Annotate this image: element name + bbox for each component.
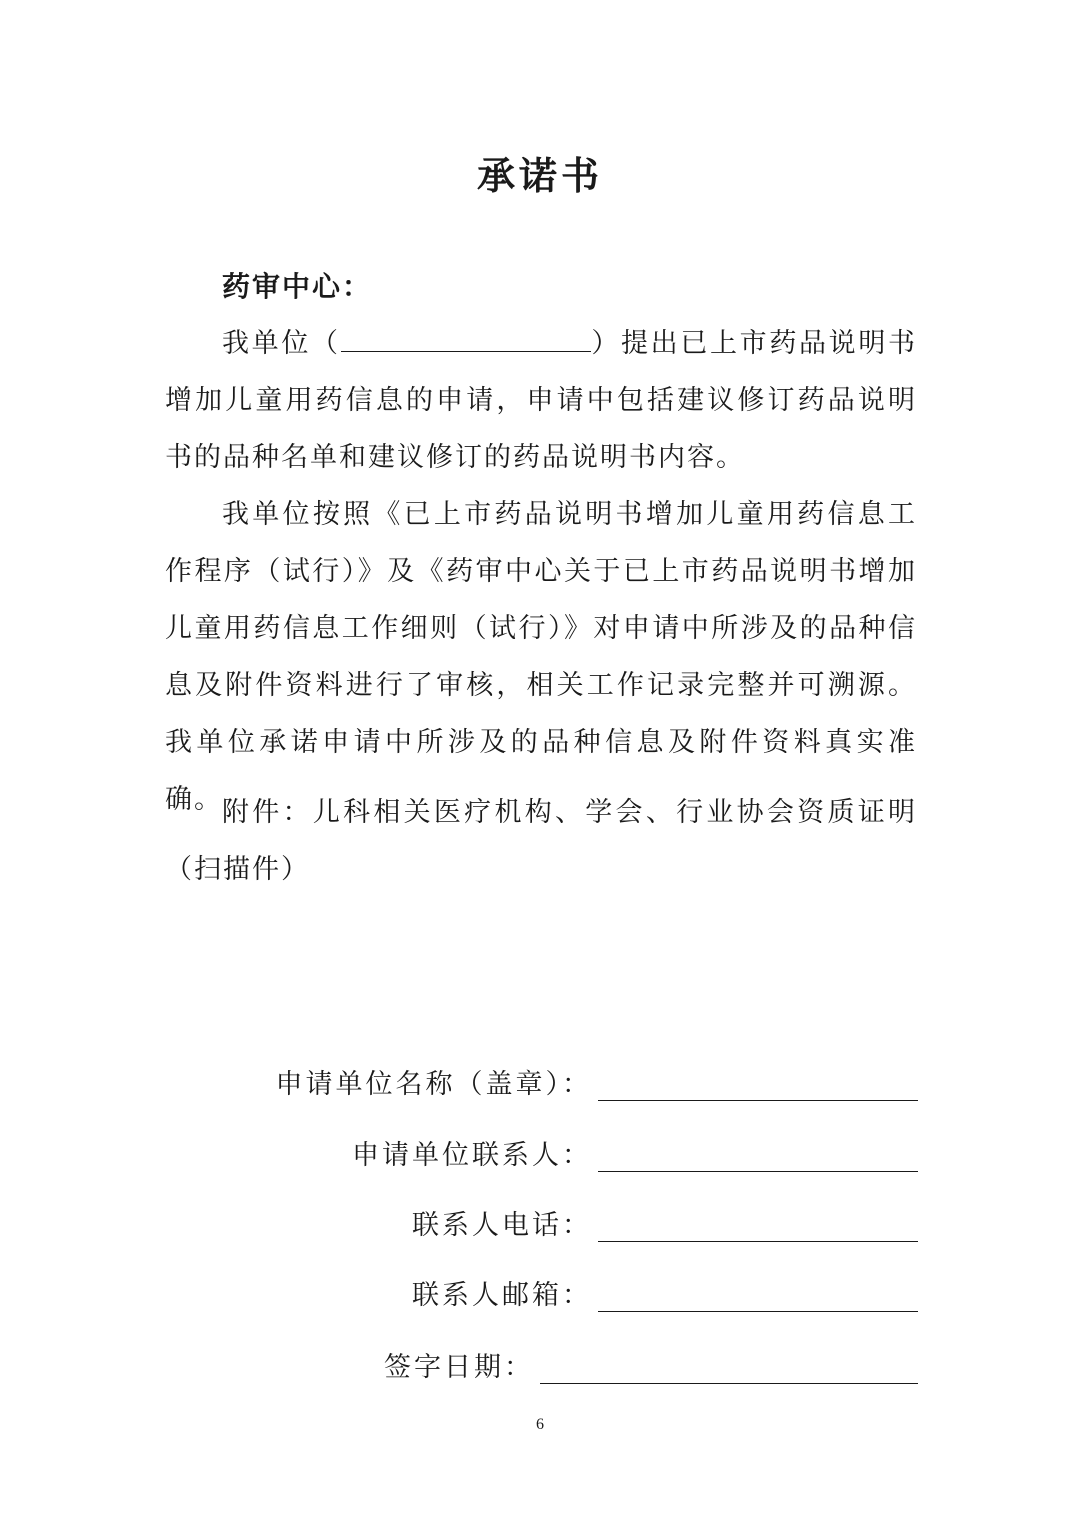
contact-email-line[interactable] xyxy=(598,1281,918,1312)
document-title: 承诺书 xyxy=(476,154,603,198)
applicant-contact-line[interactable] xyxy=(598,1141,918,1172)
signature-row-applicant-name xyxy=(0,1062,918,1101)
attachment-note: 附件：儿科相关医疗机构、学会、行业协会资质证明（扫描件） xyxy=(165,797,917,885)
contact-phone-line[interactable] xyxy=(598,1211,918,1242)
signature-row-contact-email xyxy=(0,1273,918,1312)
applicant-name-label: 申请单位名称（盖章）： xyxy=(275,1069,592,1100)
applicant-contact-label: 申请单位联系人： xyxy=(352,1140,592,1171)
paragraph-application-body: ）提出已上市药品说明书增加儿童用药信息的申请，申请中包括建议修订药品说明书的品种名单和建议修订的药品说明书内容。 xyxy=(165,328,918,473)
contact-email-label: 联系人邮箱： xyxy=(412,1280,592,1311)
paragraph-application xyxy=(165,315,917,486)
signature-row-contact-phone xyxy=(0,1203,918,1242)
unit-name-blank[interactable] xyxy=(341,329,591,352)
paragraph-commitment: 我单位按照《已上市药品说明书增加儿童用药信息工作程序（试行）》及《药审中心关于已上市药品说明书增加儿童用药信息工作细则（试行）》对申请中所涉及的品种信息及附件资料进行了审核，相关工作记录完整并可溯源。我单位承诺申请中所涉及的品种信息及附件资料真实准确。 xyxy=(165,499,917,815)
addressee: 药审中心： xyxy=(222,270,373,303)
paragraph-application-lead: 我单位（ xyxy=(222,328,341,359)
contact-phone-label: 联系人电话： xyxy=(412,1210,592,1241)
signature-row-applicant-contact xyxy=(0,1133,918,1172)
sign-date-label: 签字日期： xyxy=(384,1352,534,1383)
applicant-name-line[interactable] xyxy=(598,1070,918,1101)
page-number: 6 xyxy=(536,1416,544,1433)
sign-date-line[interactable] xyxy=(540,1353,918,1384)
signature-row-sign-date xyxy=(0,1345,918,1384)
